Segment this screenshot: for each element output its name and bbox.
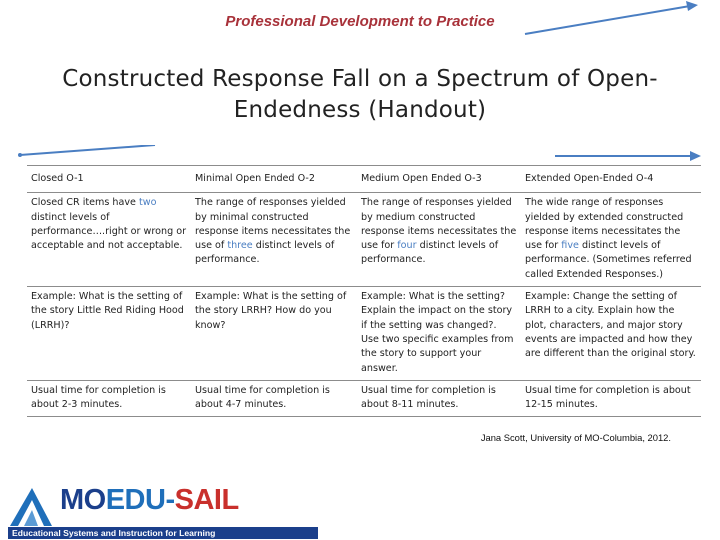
example-cell: Example: What is the setting of the story LRRH? How do you know? (191, 287, 357, 381)
header-cell: Minimal Open Ended O-2 (191, 166, 357, 193)
logo-title: MOEDU-SAIL (60, 484, 239, 516)
time-cell: Usual time for completion is about 2-3 minutes. (27, 380, 191, 417)
header-cell: Extended Open-Ended O-4 (521, 166, 701, 193)
sail-mountain-icon (8, 480, 68, 528)
open-endedness-table (27, 165, 701, 417)
time-cell: Usual time for completion is about 4-7 minutes. (191, 380, 357, 417)
description-cell: Closed CR items have two distinct levels of performance….right or wrong or acceptable and not acceptable. (27, 193, 191, 287)
header-arrow-icon (0, 0, 720, 60)
slide-title: Constructed Response Fall on a Spectrum of Open-Endedness (Handout) (62, 66, 658, 123)
table-row (27, 193, 701, 287)
header-cell: Closed O-1 (27, 166, 191, 193)
logo-subtitle: Educational Systems and Instruction for Learning (12, 528, 216, 538)
table-row (27, 287, 701, 381)
description-cell: The range of responses yielded by medium constructed response items necessitates the use for four distinct levels of performance. (357, 193, 521, 287)
table-header-row (27, 166, 701, 193)
description-cell: The range of responses yielded by minimal constructed response items necessitates the use of three distinct levels of performance. (191, 193, 357, 287)
table-row (27, 380, 701, 417)
time-cell: Usual time for completion is about 8-11 minutes. (357, 380, 521, 417)
time-cell: Usual time for completion is about 12-15 minutes. (521, 380, 701, 417)
description-cell: The wide range of responses yielded by extended constructed response items necessitates the use for five distinct levels of performance. (Sometimes referred called Extended Responses.) (521, 193, 701, 287)
example-cell: Example: What is the setting? Explain the impact on the story if the setting was changed?. Use two specific examples from the story to support your answer. (357, 287, 521, 381)
example-cell: Example: Change the setting of LRRH to a city. Explain how the plot, characters, and major story events are impacted and how they are different than the original story. (521, 287, 701, 381)
mo-edu-sail-logo (8, 480, 328, 540)
slide-header: Professional Development to Practice (225, 13, 495, 30)
citation: Jana Scott, University of MO-Columbia, 2012. (480, 432, 671, 443)
example-cell: Example: What is the setting of the story Little Red Riding Hood (LRRH)? (27, 287, 191, 381)
header-cell: Medium Open Ended O-3 (357, 166, 521, 193)
